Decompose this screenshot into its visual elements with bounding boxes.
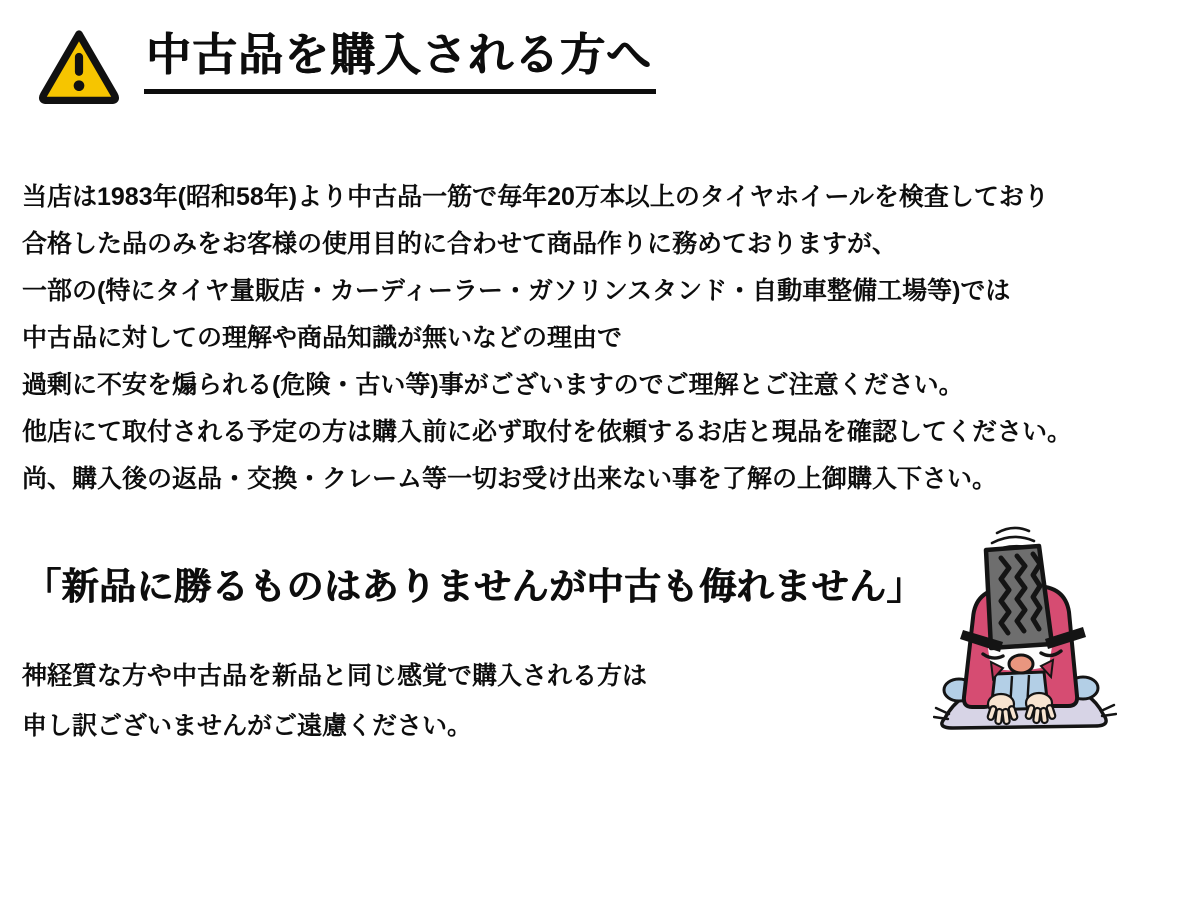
header [38,26,656,104]
notice-line: 当店は1983年(昭和58年)より中古品一筋で毎年20万本以上のタイヤホイールを検査しており [22,183,1049,211]
bowing-tire-mascot-illustration [933,516,1117,740]
notice-line: 一部の(特にタイヤ量販店・カーディーラー・ガソリンスタンド・自動車整備工場等)では [22,277,1011,305]
notice-body [22,184,1072,513]
notice-line: 中古品に対しての理解や商品知識が無いなどの理由で [22,324,623,352]
notice-line: 合格した品のみをお客様の使用目的に合わせて商品作りに務めておりますが、 [22,230,898,258]
notice-line: 他店にて取付される予定の方は購入前に必ず取付を依頼するお店と現品を確認してください。 [22,418,1073,446]
footer-line: 申し訳ございませんがご遠慮ください。 [22,712,473,740]
slogan-quote: 「新品に勝るものはありませんが中古も侮れません」 [24,566,924,607]
footer-line: 神経質な方や中古品を新品と同じ感覚で購入される方は [22,662,648,690]
footer-note [22,663,742,763]
warning-triangle-icon [38,28,120,104]
notice-line: 尚、購入後の返品・交換・クレーム等一切お受け出来ない事を了解の上御購入下さい。 [22,465,998,493]
page-title: 中古品を購入される方へ [144,26,656,94]
notice-line: 過剰に不安を煽られる(危険・古い等)事がございますのでご理解とご注意ください。 [22,371,964,399]
